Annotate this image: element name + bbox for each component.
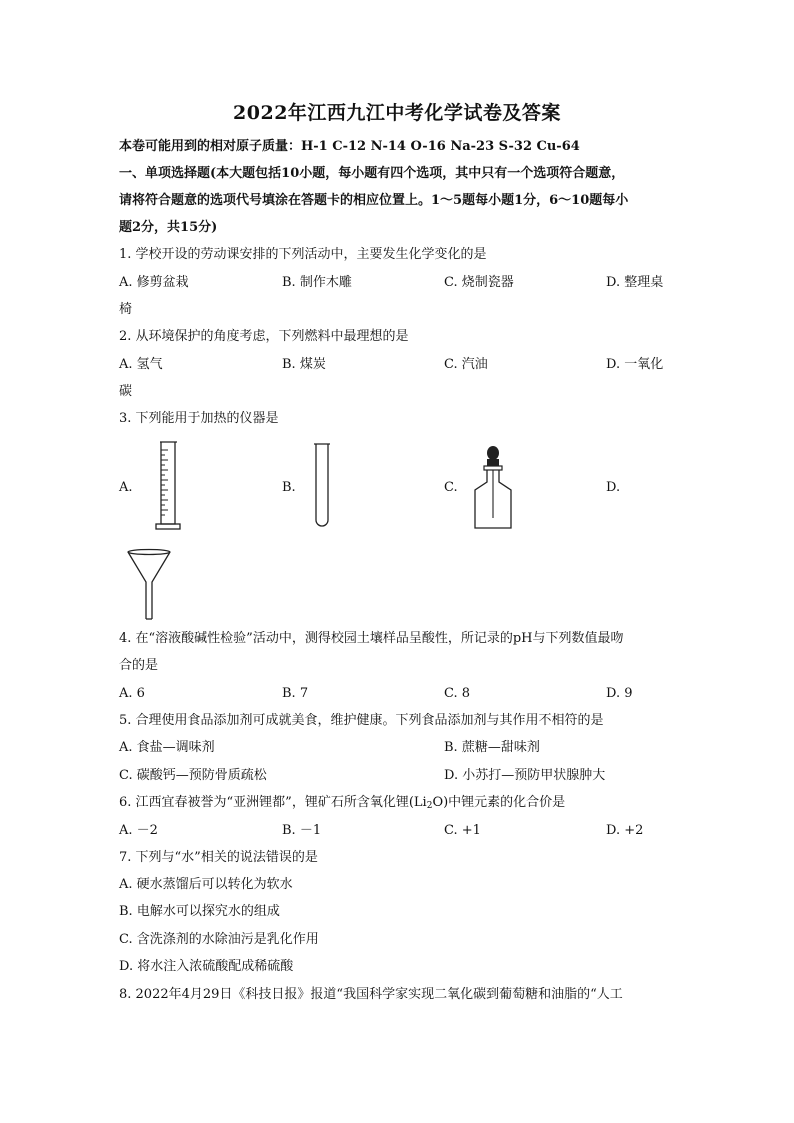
funnel-icon [125, 548, 173, 622]
question-3-option-d: D. [606, 480, 621, 495]
question-4-option-b: B. 7 [282, 686, 309, 701]
question-4-option-a: A. 6 [119, 686, 145, 701]
question-2-option-d-wrap: 碳 [119, 384, 133, 399]
question-6-option-d: D. +2 [606, 823, 644, 838]
question-3-option-c: C. [444, 480, 458, 495]
question-8-stem: 8. 2022年4月29日《科技日报》报道“我国科学家实现二氧化碳到葡萄糖和油脂的“人工 [119, 987, 623, 1002]
question-2-option-d: D. 一氧化 [606, 357, 664, 372]
question-6-option-a: A. －2 [119, 823, 158, 838]
section-heading-line-1: 一、单项选择题(本大题包括10小题，每小题有四个选项，其中只有一个选项符合题意， [119, 166, 625, 181]
question-3-option-a: A. [119, 480, 133, 495]
section-heading-line-2: 请将符合题意的选项代号填涂在答题卡的相应位置上。1～5题每小题1分，6～10题每小 [119, 193, 629, 208]
question-5-option-c: C. 碳酸钙—预防骨质疏松 [119, 768, 267, 783]
question-6-stem-subscript: 2 [426, 801, 433, 811]
question-2-option-a: A. 氢气 [119, 357, 163, 372]
question-7-option-d: D. 将水注入浓硫酸配成稀硫酸 [119, 959, 294, 974]
test-tube-icon [311, 442, 333, 532]
question-5-option-d: D. 小苏打—预防甲状腺肿大 [444, 768, 606, 783]
question-1-option-d: D. 整理桌 [606, 275, 664, 290]
question-5-option-a: A. 食盐—调味剂 [119, 740, 215, 755]
question-6-option-c: C. +1 [444, 823, 481, 838]
question-5-stem: 5. 合理使用食品添加剂可成就美食，维护健康。下列食品添加剂与其作用不相符的是 [119, 713, 604, 728]
question-6-stem-pre: 6. 江西宜春被誉为“亚洲锂都”，锂矿石所含氧化锂(Li [119, 795, 427, 810]
atomic-mass-note: 本卷可能用到的相对原子质量：H-1 C-12 N-14 O-16 Na-23 S-32 Cu-64 [119, 139, 580, 154]
question-4-option-c: C. 8 [444, 686, 471, 701]
question-3-option-b: B. [282, 480, 296, 495]
question-7-stem: 7. 下列与“水”相关的说法错误的是 [119, 850, 318, 865]
question-6-stem [119, 794, 565, 815]
question-7-option-a: A. 硬水蒸馏后可以转化为软水 [119, 877, 293, 892]
page-title: 2022年江西九江中考化学试卷及答案 [233, 102, 561, 124]
question-1-option-a: A. 修剪盆栽 [119, 275, 189, 290]
question-4-stem-line-2: 合的是 [119, 658, 159, 673]
question-2-option-b: B. 煤炭 [282, 357, 326, 372]
question-2-option-c: C. 汽油 [444, 357, 488, 372]
section-heading-line-3: 题2分，共15分) [119, 220, 218, 235]
graduated-cylinder-icon [153, 440, 183, 532]
question-7-option-b: B. 电解水可以探究水的组成 [119, 904, 280, 919]
question-7-option-c: C. 含洗涤剂的水除油污是乳化作用 [119, 932, 319, 947]
question-6-stem-post: O)中锂元素的化合价是 [432, 795, 566, 810]
question-6-option-b: B. －1 [282, 823, 322, 838]
question-1-option-b: B. 制作木雕 [282, 275, 352, 290]
dropper-bottle-icon [470, 444, 516, 530]
question-4-option-d: D. 9 [606, 686, 633, 701]
question-1-option-d-wrap: 椅 [119, 302, 133, 317]
question-4-stem-line-1: 4. 在“溶液酸碱性检验”活动中，测得校园土壤样品呈酸性，所记录的pH与下列数值最吻 [119, 631, 624, 646]
question-1-option-c: C. 烧制瓷器 [444, 275, 514, 290]
question-5-option-b: B. 蔗糖—甜味剂 [444, 740, 540, 755]
question-1-stem: 1. 学校开设的劳动课安排的下列活动中，主要发生化学变化的是 [119, 247, 487, 262]
question-2-stem: 2. 从环境保护的角度考虑，下列燃料中最理想的是 [119, 329, 409, 344]
question-3-stem: 3. 下列能用于加热的仪器是 [119, 411, 279, 426]
